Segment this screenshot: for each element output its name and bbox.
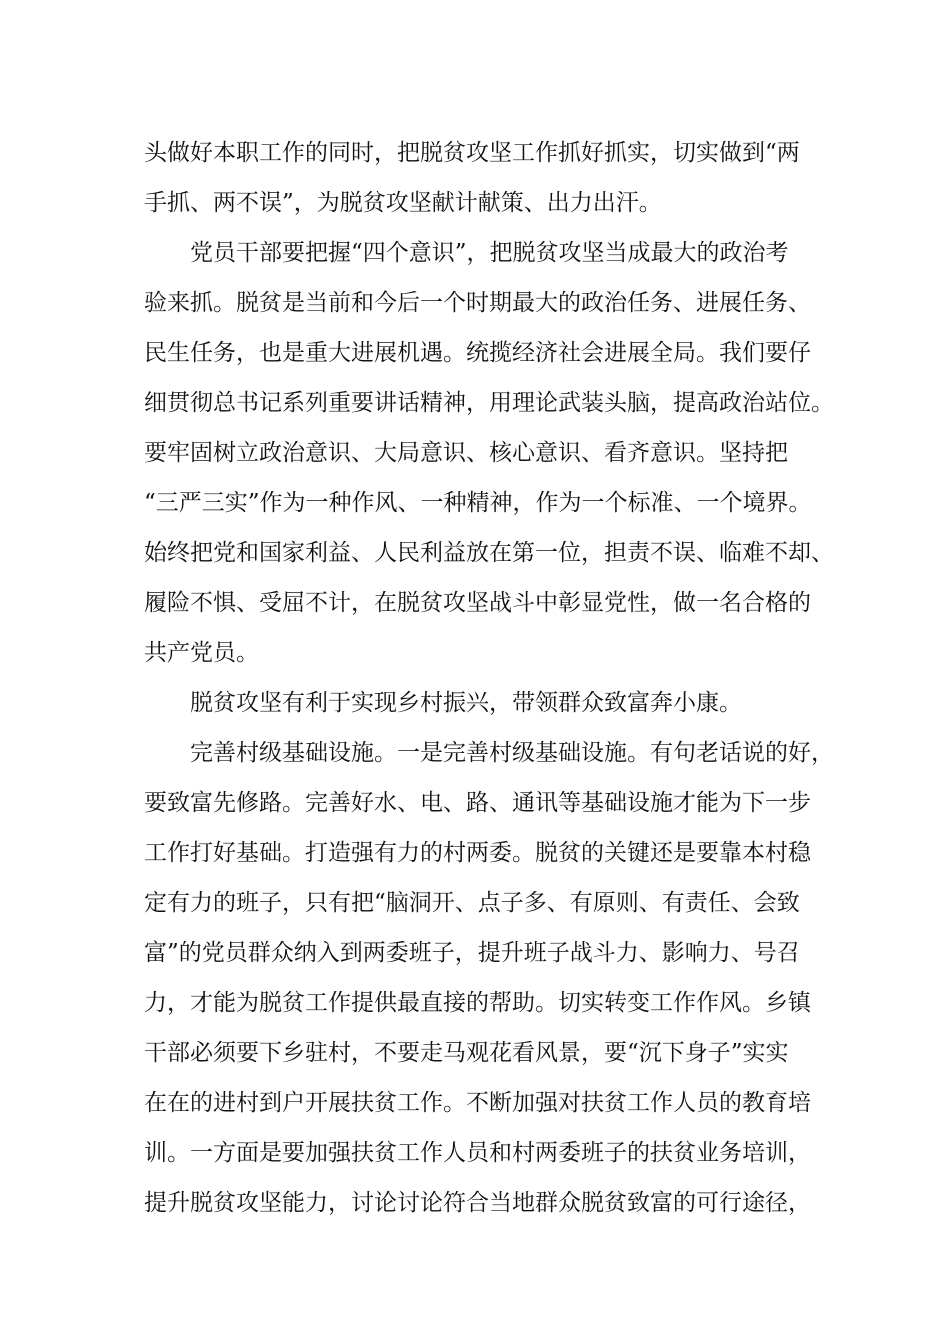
text-line: 要致富先修路。完善好水、电、路、通讯等基础设施才能为下一步 [144,790,811,816]
text-line: 工作打好基础。打造强有力的村两委。脱贫的关键还是要靠本村稳 [144,840,811,866]
text-line: 富”的党员群众纳入到两委班子，提升班子战斗力、影响力、号召 [144,940,800,966]
text-line: 干部必须要下乡驻村，不要走马观花看风景，要“沉下身子”实实 [144,1040,789,1066]
text-line: 民生任务，也是重大进展机遇。统揽经济社会进展全局。我们要仔 [144,340,811,366]
text-line: 履险不惧、受屈不计，在脱贫攻坚战斗中彰显党性，做一名合格的 [144,590,811,616]
text-line: 在在的进村到户开展扶贫工作。不断加强对扶贫工作人员的教育培 [144,1090,811,1116]
text-line: “三严三实”作为一种作风、一种精神，作为一个标准、一个境界。 [144,490,812,516]
text-line: 要牢固树立政治意识、大局意识、核心意识、看齐意识。坚持把 [144,440,788,466]
text-line: 提升脱贫攻坚能力，讨论讨论符合当地群众脱贫致富的可行途径， [144,1190,811,1216]
text-line: 手抓、两不误”，为脱贫攻坚献计献策、出力出汗。 [144,190,662,216]
paragraph-first-line: 完善村级基础设施。一是完善村级基础设施。有句老话说的好， [190,740,834,766]
body-text [144,128,834,1228]
text-line: 定有力的班子，只有把“脑洞开、点子多、有原则、有责任、会致 [144,890,800,916]
text-line: 训。一方面是要加强扶贫工作人员和村两委班子的扶贫业务培训， [144,1140,811,1166]
paragraph-first-line: 党员干部要把握“四个意识”，把脱贫攻坚当成最大的政治考 [190,240,789,266]
text-line: 细贯彻总书记系列重要讲话精神，用理论武装头脑，提高政治站位。 [144,390,834,416]
text-line: 力，才能为脱贫工作提供最直接的帮助。切实转变工作作风。乡镇 [144,990,811,1016]
text-line: 头做好本职工作的同时，把脱贫攻坚工作抓好抓实，切实做到“两 [144,140,800,166]
paragraph-first-line: 脱贫攻坚有利于实现乡村振兴，带领群众致富奔小康。 [190,690,742,716]
text-line: 共产党员。 [144,640,259,666]
text-line: 验来抓。脱贫是当前和今后一个时期最大的政治任务、进展任务、 [144,290,811,316]
text-line: 始终把党和国家利益、人民利益放在第一位，担责不误、临难不却、 [144,540,834,566]
